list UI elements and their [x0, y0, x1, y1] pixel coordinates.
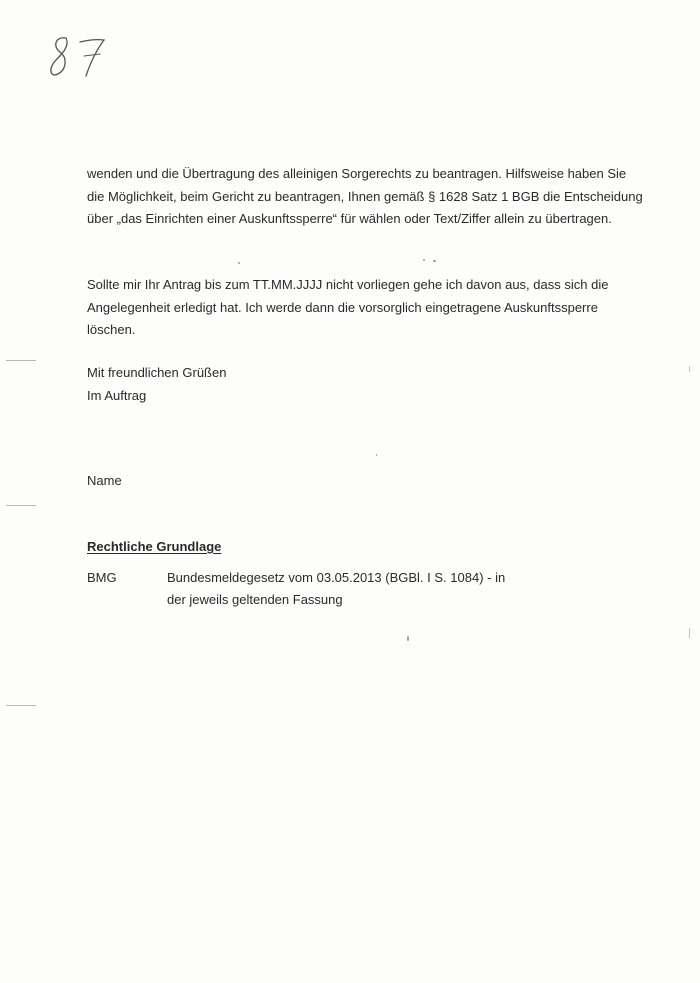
- closing-greeting: Mit freundlichen Grüßen: [87, 365, 227, 380]
- body-paragraph-2: Sollte mir Ihr Antrag bis zum TT.MM.JJJJ nicht vorliegen gehe ich davon aus, dass sich die Angelegenheit erledigt hat. Ich werde dann die vorsorglich eingetragene Auskunftssperre löschen.: [87, 277, 609, 337]
- legal-basis-heading: Rechtliche Grundlage: [87, 539, 222, 554]
- body-paragraph-1: wenden und die Übertragung des alleinigen Sorgerechts zu beantragen. Hilfsweise haben Sie die Möglichkeit, beim Gericht zu beantragen, Ihnen gemäß § 1628 Satz 1 BGB die Entscheidung über „das Einrichten einer Auskunftssperre“ für wählen oder Text/Ziffer allein zu übertragen.: [87, 166, 643, 226]
- scan-speck: [423, 259, 425, 261]
- scan-margin-mark: [6, 505, 36, 506]
- scan-edge-mark: [689, 628, 690, 638]
- closing-by-order: Im Auftrag: [87, 388, 147, 403]
- scan-edge-mark: [689, 366, 690, 372]
- scan-speck: [433, 260, 436, 262]
- scan-margin-mark: [6, 360, 36, 361]
- legal-basis-entry: [87, 567, 647, 611]
- handwritten-page-number: [44, 30, 114, 90]
- scan-margin-mark: [6, 705, 36, 706]
- scan-speck: [376, 454, 377, 456]
- closing-block: [87, 361, 647, 407]
- legal-basis-description: Bundesmeldegesetz vom 03.05.2013 (BGBl. I S. 1084) - in der jeweils geltenden Fassung: [167, 570, 506, 607]
- legal-basis-abbreviation: BMG: [87, 570, 117, 585]
- signature-name-label: Name: [87, 473, 122, 488]
- scan-speck: [238, 262, 240, 264]
- scan-speck: [407, 636, 409, 641]
